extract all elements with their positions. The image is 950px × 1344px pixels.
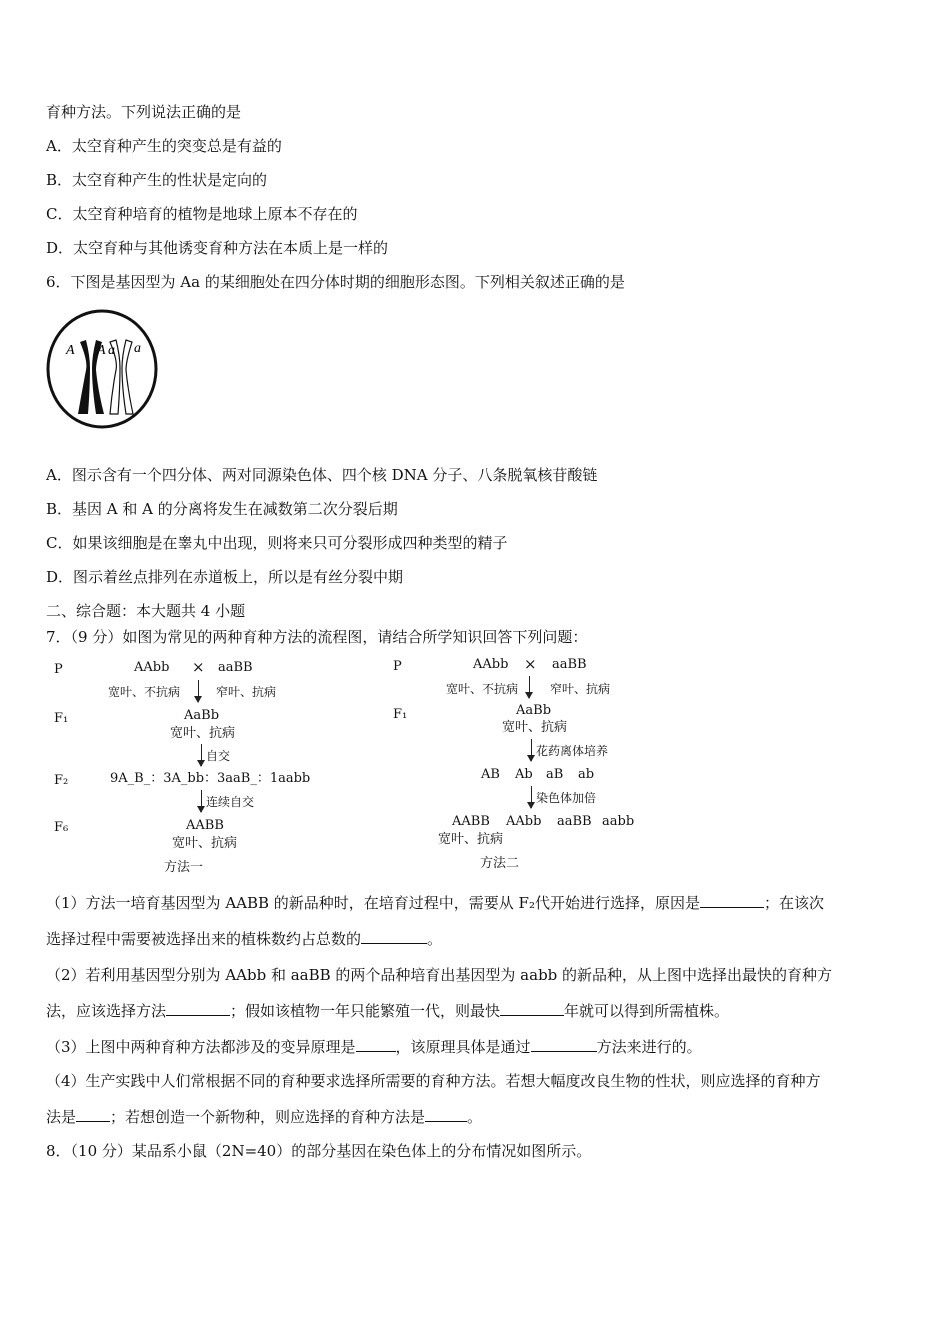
q6-cell-figure: [44, 306, 160, 432]
m2-gamete-ab2: Ab: [515, 767, 533, 782]
m2-f1-trait: 宽叶、抗病: [502, 720, 568, 735]
q7-part2-text-b: 法，应该选择方法: [46, 1002, 167, 1020]
q7-part3-text-a: （3）上图中两种育种方法都涉及的变异原理是: [46, 1038, 356, 1056]
m2-row-f1: F₁: [393, 707, 408, 722]
q7-part1-line1: [46, 893, 824, 913]
m2-arrow-cross: [529, 676, 530, 698]
gene-label-a4: a: [134, 341, 141, 356]
m2-name: 方法二: [480, 856, 520, 871]
answer-blank-2[interactable]: [361, 929, 427, 944]
m2-product-3: aaBB: [557, 814, 592, 829]
m2-arrow-anther: [531, 739, 532, 761]
light-chromatid-2: [122, 340, 133, 414]
q7-stem: 7．（9 分）如图为常见的两种育种方法的流程图，请结合所学知识回答下列问题：: [46, 628, 588, 646]
section-heading: 二、综合题：本大题共 4 小题: [46, 602, 246, 620]
m1-row-p: P: [54, 662, 63, 677]
m1-name: 方法一: [164, 860, 204, 875]
m2-product-2: AAbb: [506, 814, 542, 829]
gene-label-a3: a: [108, 343, 115, 358]
q7-part1-text-a: （1）方法一培育基因型为 AABB 的新品种时，在培育过程中，需要从 F₂代开始进行选择，原因是: [46, 894, 700, 912]
m1-parent1: AAbb: [134, 660, 170, 675]
q7-part3-line: [46, 1037, 702, 1057]
m1-f2-ratio: 9A_B_：3A_bb：3aaB_：1aabb: [110, 771, 311, 786]
m2-gamete-ab3: aB: [546, 767, 564, 782]
m2-f1: AaBb: [516, 703, 552, 718]
m1-arrow-cross: [198, 680, 199, 702]
q7-part1-line2: [46, 929, 442, 949]
q7-part1-text-b: ；在该次: [763, 894, 824, 912]
answer-blank-6[interactable]: [531, 1037, 597, 1052]
q7-part2-text-c: ；假如该植物一年只能繁殖一代，则最快: [230, 1002, 501, 1020]
q6-option-b: B．基因 A 和 A 的分离将发生在减数第二次分裂后期: [46, 500, 398, 518]
q7-part2-line1: （2）若利用基因型分别为 AAbb 和 aaBB 的两个品种培育出基因型为 aabb 的新品种，从上图中选择出最快的育种方: [46, 966, 833, 984]
m2-parent1: AAbb: [473, 657, 509, 672]
q6-option-c: C．如果该细胞是在睾丸中出现，则将来只可分裂形成四种类型的精子: [46, 534, 508, 552]
m1-f6: AABB: [186, 818, 224, 833]
q7-part2-text-d: 年就可以得到所需植株。: [564, 1002, 730, 1020]
q7-part4-line2: [46, 1107, 482, 1127]
q7-part2-line2: [46, 1001, 729, 1021]
q6-option-d: D．图示着丝点排列在赤道板上，所以是有丝分裂中期: [46, 568, 404, 586]
m2-parent1-trait: 宽叶、不抗病: [446, 682, 519, 696]
m1-step-continuous: 连续自交: [206, 795, 255, 809]
answer-blank-1[interactable]: [700, 893, 764, 908]
answer-blank-7[interactable]: [76, 1107, 110, 1122]
m2-arrow-doubling: [531, 786, 532, 808]
q7-part4-text-c: ；若想创造一个新物种，则应选择的育种方法是: [110, 1108, 426, 1126]
m2-gamete-ab4: ab: [578, 767, 595, 782]
m1-step-selfing: 自交: [206, 749, 231, 763]
m1-cross: ×: [192, 658, 205, 676]
m2-product-4: aabb: [602, 814, 635, 829]
gene-label-a1: A: [66, 343, 75, 358]
m2-parent2-trait: 窄叶、抗病: [550, 682, 611, 696]
q5-stem-tail: 育种方法。下列说法正确的是: [46, 103, 242, 121]
m1-f1-trait: 宽叶、抗病: [170, 726, 236, 741]
q7-part3-text-c: 方法来进行的。: [596, 1038, 702, 1056]
m2-gamete-ab1: AB: [481, 767, 500, 782]
answer-blank-5[interactable]: [356, 1037, 396, 1052]
cell-diagram: [44, 306, 160, 432]
q5-option-a: A．太空育种产生的突变总是有益的: [46, 137, 282, 155]
q6-option-a: A．图示含有一个四分体、两对同源染色体、四个核 DNA 分子、八条脱氧核苷酸链: [46, 466, 598, 484]
q7-part1-text-c: 选择过程中需要被选择出来的植株数约占总数的: [46, 930, 362, 948]
dark-chromatid-1: [78, 340, 90, 414]
q7-part4-text-b: 法是: [46, 1108, 77, 1126]
m1-arrow-continuous: [201, 790, 202, 812]
m2-parent2: aaBB: [552, 657, 587, 672]
q7-part4-text-d: 。: [467, 1108, 483, 1126]
m1-parent2: aaBB: [218, 660, 253, 675]
m1-row-f6: F₆: [54, 820, 69, 835]
m2-step-anther: 花药离体培养: [536, 744, 609, 758]
answer-blank-3[interactable]: [166, 1001, 230, 1016]
q7-part4-line1: （4）生产实践中人们常根据不同的育种要求选择所需要的育种方法。若想大幅度改良生物的性状，则应选择的育种方: [46, 1072, 821, 1090]
answer-blank-8[interactable]: [425, 1107, 467, 1122]
q8-stem: 8．（10 分）某品系小鼠（2N=40）的部分基因在染色体上的分布情况如图所示。: [46, 1142, 592, 1160]
m1-parent1-trait: 宽叶、不抗病: [108, 685, 181, 699]
q7-part1-text-d: 。: [427, 930, 443, 948]
m1-row-f2: F₂: [54, 773, 69, 788]
q5-option-d: D．太空育种与其他诱变育种方法在本质上是一样的: [46, 239, 389, 257]
m2-cross: ×: [524, 655, 537, 673]
gene-label-a2: A: [97, 343, 106, 358]
m1-f1: AaBb: [184, 708, 220, 723]
m2-product-trait: 宽叶、抗病: [438, 832, 504, 847]
m2-product-1: AABB: [452, 814, 490, 829]
q5-option-b: B．太空育种产生的性状是定向的: [46, 171, 268, 189]
q6-stem: 6．下图是基因型为 Aa 的某细胞处在四分体时期的细胞形态图。下列相关叙述正确的是: [46, 273, 625, 291]
m2-step-doubling: 染色体加倍: [536, 791, 597, 805]
q5-option-c: C．太空育种培育的植物是地球上原本不存在的: [46, 205, 358, 223]
m1-row-f1: F₁: [54, 711, 69, 726]
q7-part3-text-b: ，该原理具体是通过: [395, 1038, 531, 1056]
m1-arrow-selfing: [201, 744, 202, 766]
m2-row-p: P: [393, 659, 402, 674]
answer-blank-4[interactable]: [500, 1001, 564, 1016]
m1-parent2-trait: 窄叶、抗病: [216, 685, 277, 699]
m1-f6-trait: 宽叶、抗病: [172, 836, 238, 851]
